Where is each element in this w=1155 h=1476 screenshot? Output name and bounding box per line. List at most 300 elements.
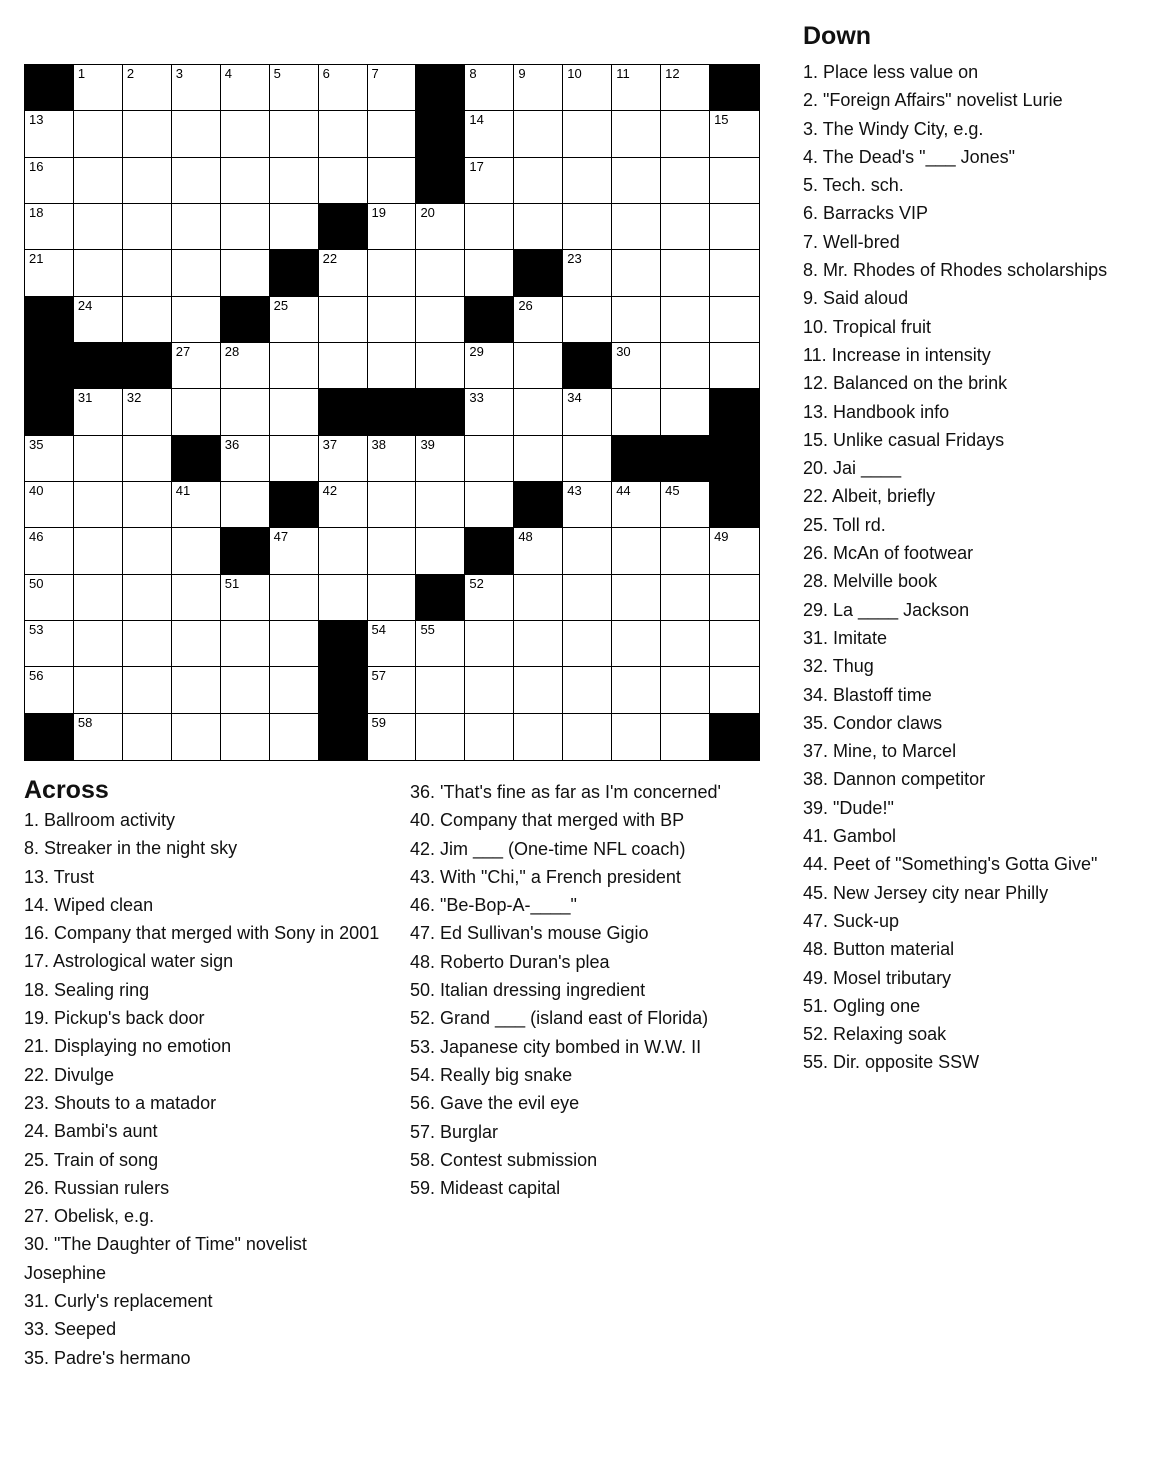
clue-number: 25 (273, 297, 289, 313)
answer-square[interactable] (221, 250, 270, 296)
answer-square[interactable] (221, 621, 270, 667)
answer-square[interactable] (465, 111, 514, 157)
answer-square[interactable] (270, 621, 319, 667)
clue-item: 43. With "Chi," a French president (410, 866, 681, 887)
answer-square[interactable] (612, 250, 661, 296)
answer-square[interactable] (319, 65, 368, 111)
answer-square[interactable] (221, 436, 270, 482)
answer-square[interactable] (368, 158, 417, 204)
clue-number: 45 (665, 483, 680, 498)
answer-square[interactable] (563, 111, 612, 157)
answer-square[interactable] (319, 575, 368, 621)
clue-item: 52. Relaxing soak (803, 1024, 947, 1045)
clue-number: 12 (665, 66, 680, 81)
answer-square[interactable] (172, 389, 221, 435)
answer-square[interactable] (661, 575, 710, 621)
answer-square[interactable] (25, 250, 74, 296)
answer-square[interactable] (661, 65, 710, 111)
black-square (172, 436, 221, 482)
clue-item: 27. Obelisk, e.g. (24, 1206, 155, 1227)
black-square (270, 482, 319, 528)
answer-square[interactable] (74, 667, 123, 713)
answer-square[interactable] (710, 528, 759, 574)
answer-square[interactable] (74, 250, 123, 296)
answer-square[interactable] (221, 65, 270, 111)
answer-square[interactable] (612, 158, 661, 204)
answer-square[interactable] (123, 204, 172, 250)
answer-square[interactable] (123, 111, 172, 157)
answer-square[interactable] (25, 204, 74, 250)
clue-item: 22. Divulge (24, 1064, 115, 1085)
answer-square[interactable] (661, 111, 710, 157)
answer-square[interactable] (661, 158, 710, 204)
answer-square[interactable] (661, 714, 710, 760)
answer-square[interactable] (465, 250, 514, 296)
answer-square[interactable] (25, 528, 74, 574)
answer-square[interactable] (514, 111, 563, 157)
answer-square[interactable] (514, 667, 563, 713)
answer-square[interactable] (416, 528, 465, 574)
answer-square[interactable] (416, 714, 465, 760)
answer-square[interactable] (319, 482, 368, 528)
answer-square[interactable] (74, 436, 123, 482)
clue-item: 3. The Windy City, e.g. (803, 118, 984, 139)
answer-square[interactable] (612, 482, 661, 528)
answer-square[interactable] (270, 343, 319, 389)
answer-square[interactable] (514, 528, 563, 574)
answer-square[interactable] (270, 158, 319, 204)
answer-square[interactable] (221, 158, 270, 204)
answer-square[interactable] (563, 389, 612, 435)
answer-square[interactable] (221, 343, 270, 389)
answer-square[interactable] (563, 65, 612, 111)
clue-number: 20 (420, 205, 435, 220)
black-square (416, 111, 465, 157)
answer-square[interactable] (612, 714, 661, 760)
clue-number: 52 (469, 575, 484, 591)
answer-square[interactable] (710, 343, 759, 389)
black-square (368, 389, 417, 435)
answer-square[interactable] (416, 250, 465, 296)
answer-square[interactable] (563, 667, 612, 713)
clue-item: 30. "The Daughter of Time" novelist Josephine (24, 1234, 307, 1283)
answer-square[interactable] (172, 343, 221, 389)
across-clues-column-2 (410, 778, 790, 1202)
clue-item: 32. Thug (803, 656, 874, 677)
clue-item: 48. Roberto Duran's plea (410, 951, 610, 972)
answer-square[interactable] (368, 575, 417, 621)
clue-number: 5 (273, 66, 281, 81)
black-square (25, 65, 74, 111)
answer-square[interactable] (123, 297, 172, 343)
clue-number: 15 (714, 112, 729, 128)
answer-square[interactable] (270, 111, 319, 157)
answer-square[interactable] (465, 343, 514, 389)
clue-number: 26 (518, 297, 533, 313)
answer-square[interactable] (563, 575, 612, 621)
clue-item: 41. Gambol (803, 826, 897, 847)
answer-square[interactable] (123, 158, 172, 204)
answer-square[interactable] (172, 528, 221, 574)
answer-square[interactable] (612, 667, 661, 713)
answer-square[interactable] (563, 528, 612, 574)
answer-square[interactable] (25, 111, 74, 157)
answer-square[interactable] (368, 343, 417, 389)
answer-square[interactable] (465, 158, 514, 204)
answer-square[interactable] (172, 482, 221, 528)
answer-square[interactable] (661, 482, 710, 528)
clue-number: 23 (567, 251, 582, 267)
answer-square[interactable] (612, 297, 661, 343)
answer-square[interactable] (74, 482, 123, 528)
answer-square[interactable] (270, 528, 319, 574)
answer-square[interactable] (612, 204, 661, 250)
answer-square[interactable] (74, 575, 123, 621)
answer-square[interactable] (319, 297, 368, 343)
answer-square[interactable] (514, 389, 563, 435)
answer-square[interactable] (563, 158, 612, 204)
answer-square[interactable] (368, 667, 417, 713)
answer-square[interactable] (465, 436, 514, 482)
clue-item: 38. Dannon competitor (803, 769, 986, 790)
answer-square[interactable] (270, 714, 319, 760)
answer-square[interactable] (612, 621, 661, 667)
answer-square[interactable] (221, 204, 270, 250)
answer-square[interactable] (25, 436, 74, 482)
answer-square[interactable] (416, 482, 465, 528)
answer-square[interactable] (172, 621, 221, 667)
clue-item: 40. Company that merged with BP (410, 810, 685, 831)
answer-square[interactable] (368, 250, 417, 296)
answer-square[interactable] (172, 714, 221, 760)
clue-item: 8. Mr. Rhodes of Rhodes scholarships (803, 260, 1108, 281)
clue-number: 55 (420, 622, 435, 637)
black-square (514, 250, 563, 296)
answer-square[interactable] (563, 714, 612, 760)
answer-square[interactable] (270, 65, 319, 111)
clue-item: 46. "Be-Bop-A-____" (410, 895, 577, 916)
clue-number: 2 (126, 66, 135, 81)
clue-item: 36. 'That's fine as far as I'm concerned' (410, 782, 721, 802)
answer-square[interactable] (123, 528, 172, 574)
clue-number: 31 (77, 390, 93, 406)
answer-square[interactable] (710, 621, 759, 667)
answer-square[interactable] (123, 714, 172, 760)
answer-square[interactable] (465, 621, 514, 667)
black-square (319, 389, 368, 435)
clue-number: 24 (77, 297, 93, 313)
clue-item: 55. Dir. opposite SSW (803, 1052, 980, 1073)
answer-square[interactable] (563, 250, 612, 296)
answer-square[interactable] (710, 204, 759, 250)
clue-item: 47. Suck-up (803, 910, 900, 931)
answer-square[interactable] (612, 575, 661, 621)
clue-number: 9 (518, 66, 526, 81)
clue-item: 58. Contest submission (410, 1149, 598, 1170)
clue-number: 58 (77, 714, 93, 730)
answer-square[interactable] (368, 621, 417, 667)
clue-number: 16 (29, 158, 44, 174)
clue-item: 31. Curly's replacement (24, 1291, 213, 1312)
answer-square[interactable] (661, 297, 710, 343)
answer-square[interactable] (368, 528, 417, 574)
answer-square[interactable] (123, 436, 172, 482)
black-square (710, 65, 759, 111)
answer-square[interactable] (661, 389, 710, 435)
answer-square[interactable] (74, 204, 123, 250)
down-heading: Down (803, 22, 872, 50)
answer-square[interactable] (172, 111, 221, 157)
answer-square[interactable] (368, 65, 417, 111)
clue-item: 23. Shouts to a matador (24, 1092, 217, 1113)
answer-square[interactable] (319, 528, 368, 574)
answer-square[interactable] (514, 65, 563, 111)
clue-number: 18 (29, 205, 44, 220)
clue-number: 22 (322, 251, 338, 267)
answer-square[interactable] (514, 204, 563, 250)
answer-square[interactable] (172, 667, 221, 713)
clue-item: 16. Company that merged with Sony in 2001 (24, 923, 380, 944)
answer-square[interactable] (74, 621, 123, 667)
answer-square[interactable] (710, 158, 759, 204)
answer-square[interactable] (416, 204, 465, 250)
answer-square[interactable] (172, 575, 221, 621)
black-square (221, 528, 270, 574)
black-square (710, 714, 759, 760)
answer-square[interactable] (123, 482, 172, 528)
answer-square[interactable] (612, 65, 661, 111)
clue-item: 31. Imitate (803, 627, 888, 648)
clue-item: 25. Train of song (24, 1149, 159, 1170)
answer-square[interactable] (563, 482, 612, 528)
answer-square[interactable] (465, 482, 514, 528)
clue-item: 21. Displaying no emotion (24, 1036, 232, 1057)
clue-item: 10. Tropical fruit (803, 316, 932, 337)
answer-square[interactable] (514, 575, 563, 621)
clue-number: 48 (518, 529, 533, 545)
black-square (25, 297, 74, 343)
black-square (661, 436, 710, 482)
clue-number: 44 (616, 483, 631, 498)
answer-square[interactable] (123, 667, 172, 713)
clue-number: 28 (224, 344, 240, 359)
answer-square[interactable] (368, 297, 417, 343)
answer-square[interactable] (416, 343, 465, 389)
answer-square[interactable] (368, 204, 417, 250)
answer-square[interactable] (465, 204, 514, 250)
answer-square[interactable] (710, 250, 759, 296)
clue-number: 47 (273, 529, 289, 545)
answer-square[interactable] (465, 389, 514, 435)
answer-square[interactable] (465, 714, 514, 760)
clue-item: 56. Gave the evil eye (410, 1093, 580, 1114)
answer-square[interactable] (710, 297, 759, 343)
clue-number: 14 (469, 112, 484, 128)
answer-square[interactable] (25, 575, 74, 621)
clue-number: 21 (29, 251, 44, 267)
clue-item: 5. Tech. sch. (803, 175, 904, 196)
clue-item: 14. Wiped clean (24, 894, 154, 915)
clue-item: 11. Increase in intensity (803, 344, 991, 365)
clue-item: 48. Button material (803, 939, 955, 960)
answer-square[interactable] (563, 297, 612, 343)
answer-square[interactable] (514, 436, 563, 482)
answer-square[interactable] (270, 667, 319, 713)
clue-item: 54. Really big snake (410, 1064, 573, 1085)
answer-square[interactable] (416, 667, 465, 713)
answer-square[interactable] (221, 389, 270, 435)
clue-item: 52. Grand ___ (island east of Florida) (410, 1008, 709, 1029)
answer-square[interactable] (661, 204, 710, 250)
answer-square[interactable] (514, 158, 563, 204)
clue-item: 44. Peet of "Something's Gotta Give" (803, 854, 1098, 875)
answer-square[interactable] (319, 343, 368, 389)
clue-item: 47. Ed Sullivan's mouse Gigio (410, 923, 649, 944)
answer-square[interactable] (612, 528, 661, 574)
clue-item: 22. Albeit, briefly (803, 486, 936, 507)
across-clues-column-1 (24, 806, 386, 1372)
answer-square[interactable] (368, 714, 417, 760)
clue-item: 45. New Jersey city near Philly (803, 882, 1049, 903)
answer-square[interactable] (74, 158, 123, 204)
clue-number: 37 (322, 436, 338, 452)
answer-square[interactable] (319, 250, 368, 296)
answer-square[interactable] (172, 65, 221, 111)
answer-square[interactable] (25, 482, 74, 528)
answer-square[interactable] (661, 621, 710, 667)
answer-square[interactable] (172, 297, 221, 343)
answer-square[interactable] (661, 528, 710, 574)
answer-square[interactable] (270, 575, 319, 621)
answer-square[interactable] (368, 482, 417, 528)
answer-square[interactable] (612, 343, 661, 389)
answer-square[interactable] (563, 621, 612, 667)
answer-square[interactable] (221, 667, 270, 713)
answer-square[interactable] (74, 714, 123, 760)
answer-square[interactable] (514, 297, 563, 343)
answer-square[interactable] (172, 158, 221, 204)
clue-item: 18. Sealing ring (24, 979, 150, 1000)
answer-square[interactable] (319, 158, 368, 204)
answer-square[interactable] (612, 111, 661, 157)
answer-square[interactable] (123, 389, 172, 435)
clue-item: 1. Place less value on (803, 62, 979, 82)
clue-item: 28. Melville book (803, 571, 938, 592)
black-square (465, 297, 514, 343)
clue-item: 19. Pickup's back door (24, 1008, 205, 1029)
answer-square[interactable] (661, 250, 710, 296)
answer-square[interactable] (74, 297, 123, 343)
clue-number: 39 (420, 436, 435, 452)
answer-square[interactable] (563, 436, 612, 482)
answer-square[interactable] (221, 482, 270, 528)
clue-number: 57 (371, 668, 386, 684)
answer-square[interactable] (710, 111, 759, 157)
answer-square[interactable] (221, 714, 270, 760)
answer-square[interactable] (25, 158, 74, 204)
clue-number: 11 (616, 66, 630, 81)
black-square (416, 575, 465, 621)
answer-square[interactable] (74, 65, 123, 111)
answer-square[interactable] (368, 436, 417, 482)
clue-item: 51. Ogling one (803, 995, 921, 1016)
clue-item: 35. Padre's hermano (24, 1347, 191, 1368)
answer-square[interactable] (661, 667, 710, 713)
clue-item: 15. Unlike casual Fridays (803, 429, 1005, 450)
answer-square[interactable] (661, 343, 710, 389)
answer-square[interactable] (319, 436, 368, 482)
answer-square[interactable] (514, 343, 563, 389)
black-square (563, 343, 612, 389)
answer-square[interactable] (368, 111, 417, 157)
answer-square[interactable] (514, 621, 563, 667)
answer-square[interactable] (270, 204, 319, 250)
clue-item: 59. Mideast capital (410, 1178, 561, 1199)
answer-square[interactable] (74, 389, 123, 435)
answer-square[interactable] (710, 575, 759, 621)
clue-item: 2. "Foreign Affairs" novelist Lurie (803, 90, 1063, 111)
answer-square[interactable] (563, 204, 612, 250)
black-square (612, 436, 661, 482)
answer-square[interactable] (25, 621, 74, 667)
black-square (465, 528, 514, 574)
clue-item: 50. Italian dressing ingredient (410, 980, 646, 1001)
crossword-grid (24, 64, 760, 761)
black-square (25, 343, 74, 389)
answer-square[interactable] (465, 575, 514, 621)
answer-square[interactable] (710, 667, 759, 713)
answer-square[interactable] (123, 250, 172, 296)
clue-item: 12. Balanced on the brink (803, 373, 1008, 394)
answer-square[interactable] (221, 575, 270, 621)
answer-square[interactable] (416, 621, 465, 667)
black-square (319, 714, 368, 760)
black-square (710, 482, 759, 528)
answer-square[interactable] (74, 111, 123, 157)
answer-square[interactable] (172, 250, 221, 296)
answer-square[interactable] (25, 667, 74, 713)
clue-number: 13 (29, 112, 44, 128)
answer-square[interactable] (465, 65, 514, 111)
clue-item: 33. Seeped (24, 1319, 117, 1340)
answer-square[interactable] (221, 111, 270, 157)
answer-square[interactable] (416, 436, 465, 482)
answer-square[interactable] (123, 575, 172, 621)
clue-item: 13. Trust (24, 866, 95, 887)
clue-number: 6 (322, 66, 330, 81)
clue-item: 7. Well-bred (803, 231, 900, 252)
answer-square[interactable] (514, 714, 563, 760)
answer-square[interactable] (465, 667, 514, 713)
clue-number: 1 (77, 66, 86, 81)
clue-number: 30 (616, 344, 631, 359)
answer-square[interactable] (270, 436, 319, 482)
answer-square[interactable] (416, 297, 465, 343)
clue-number: 35 (29, 436, 44, 452)
answer-square[interactable] (270, 389, 319, 435)
clue-number: 7 (371, 66, 379, 81)
answer-square[interactable] (123, 65, 172, 111)
answer-square[interactable] (74, 528, 123, 574)
clue-number: 43 (567, 483, 582, 498)
answer-square[interactable] (270, 297, 319, 343)
answer-square[interactable] (319, 111, 368, 157)
clue-number: 36 (224, 436, 240, 452)
clue-item: 8. Streaker in the night sky (24, 838, 238, 859)
answer-square[interactable] (172, 204, 221, 250)
answer-square[interactable] (612, 389, 661, 435)
answer-square[interactable] (123, 621, 172, 667)
